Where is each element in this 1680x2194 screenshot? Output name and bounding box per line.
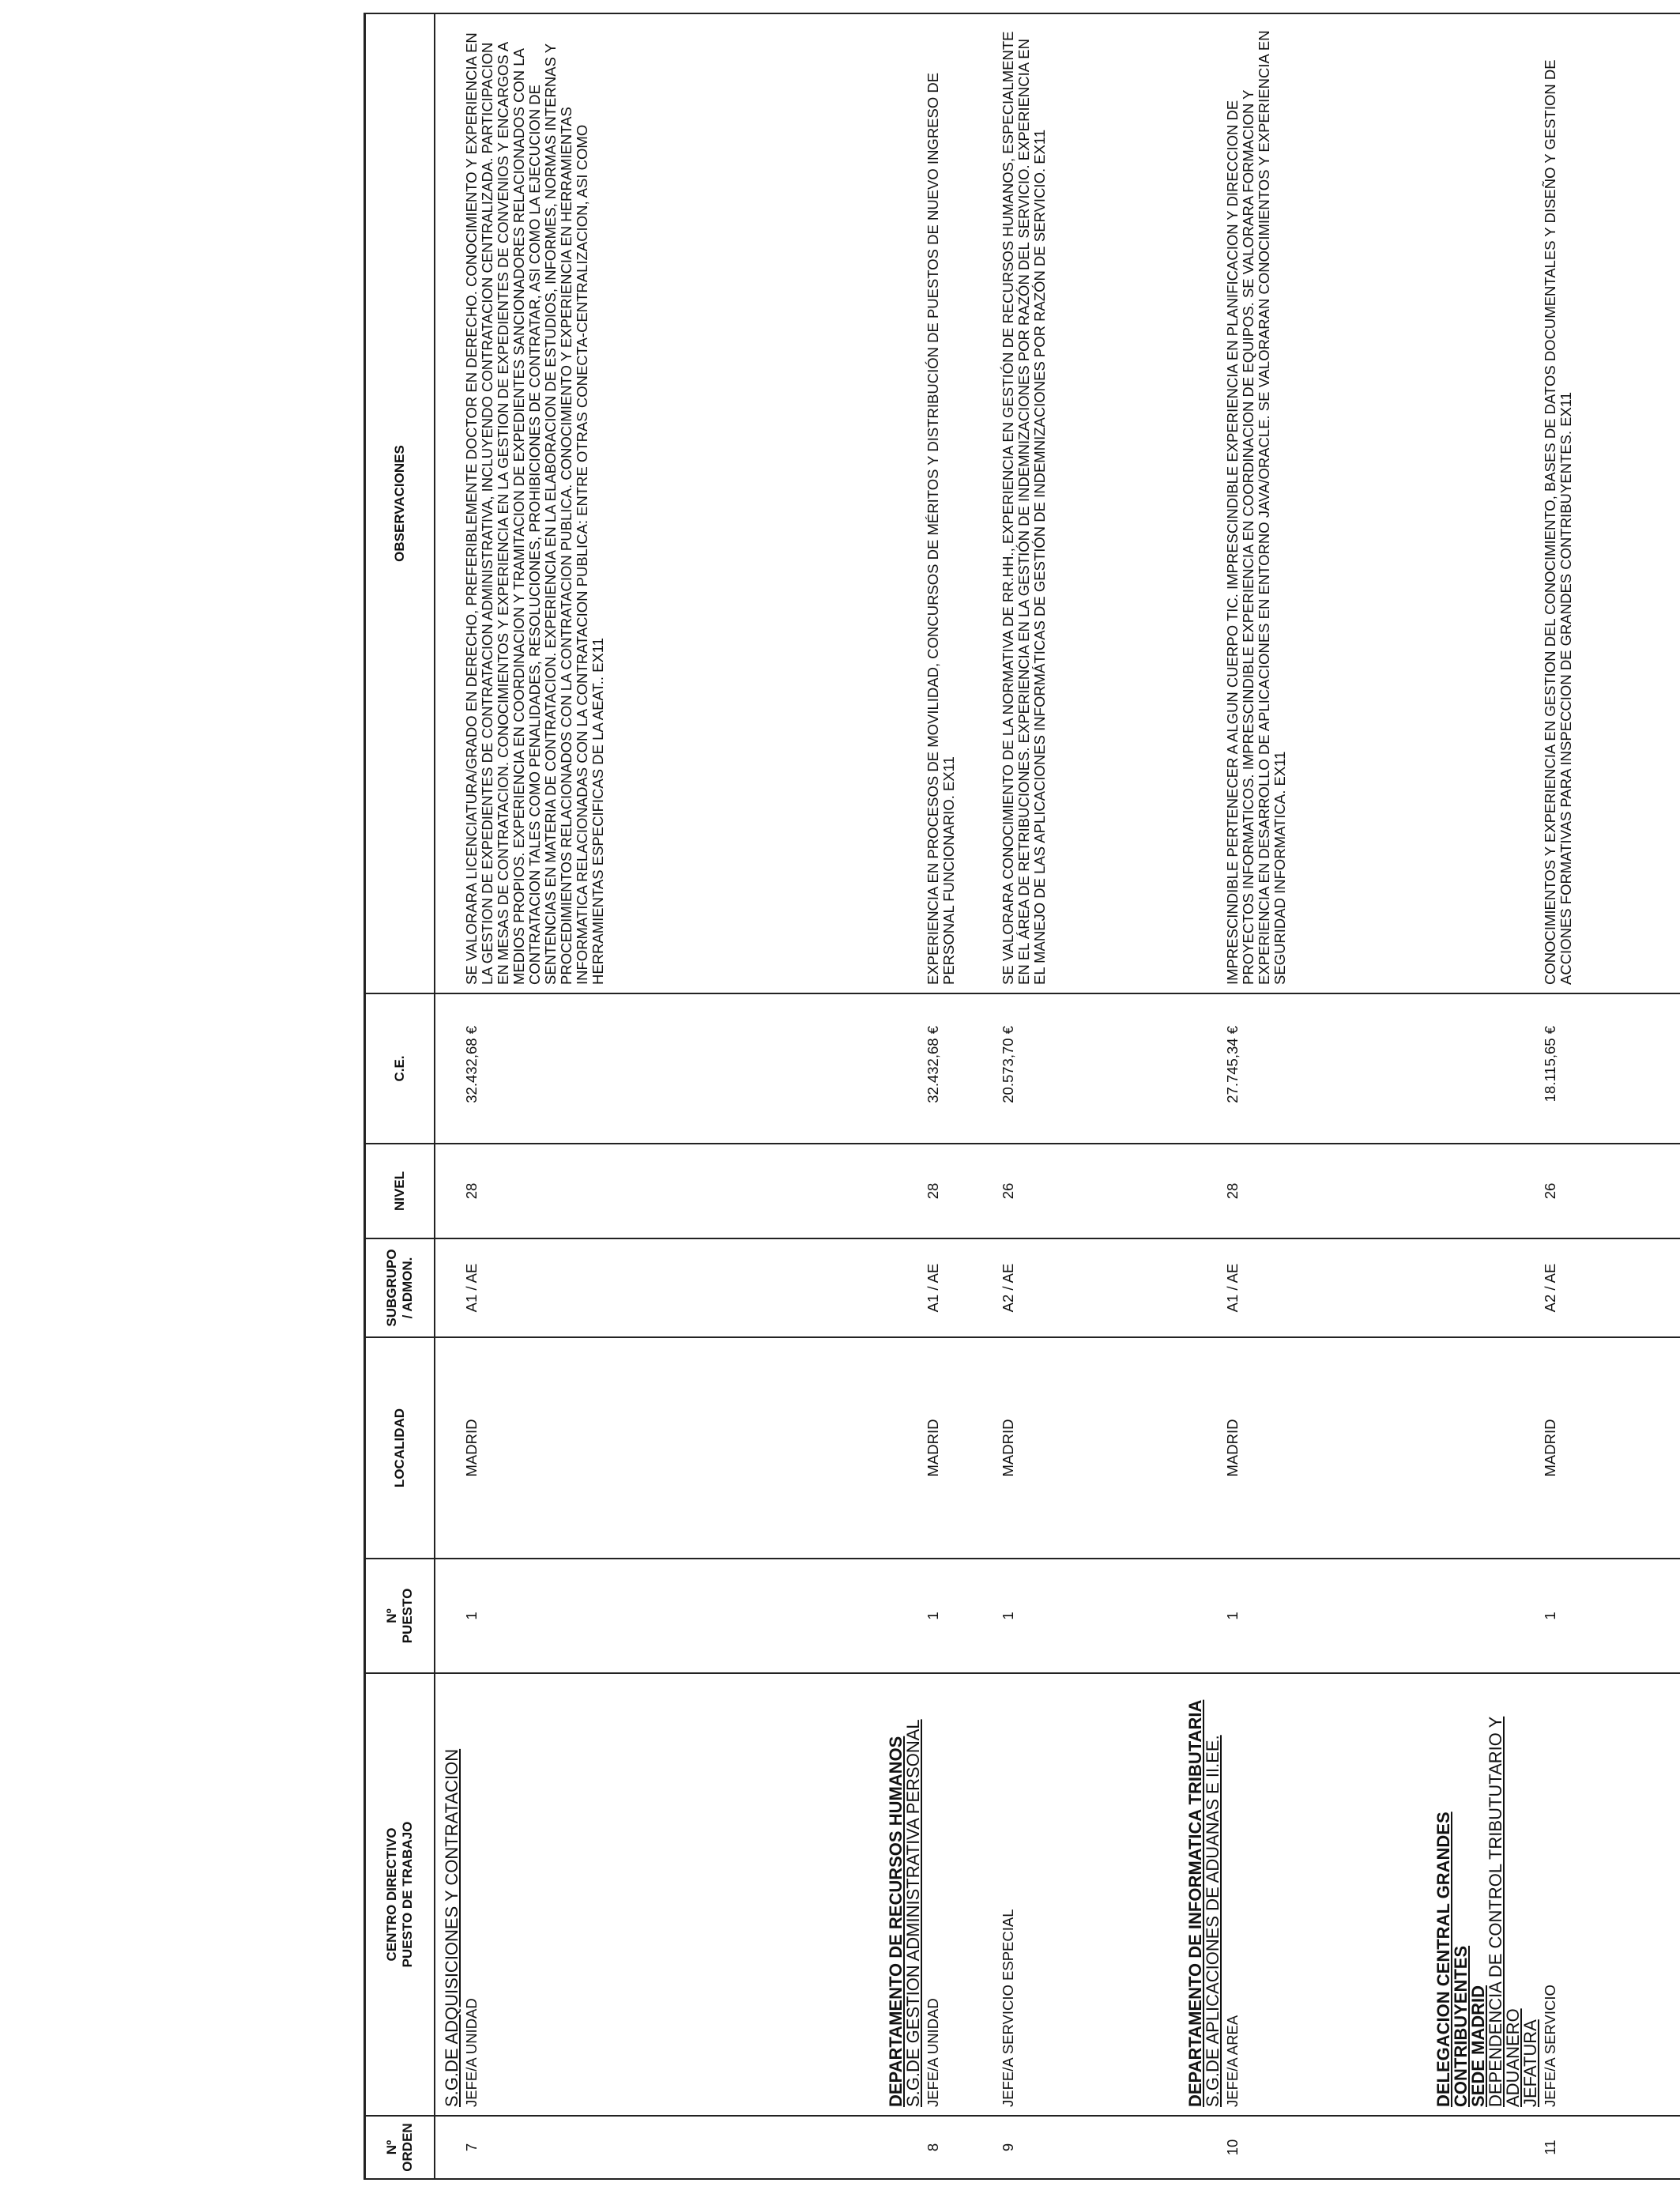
cell-subgrupo: A2 / AE (1539, 1238, 1680, 1337)
cell-num-puesto: 1 (461, 1559, 880, 1673)
section-row (435, 13, 461, 2179)
section-heading: S.G.DE ADQUISICIONES Y CONTRATACION (442, 1748, 461, 2107)
cell-localidad: MADRID (1539, 1337, 1680, 1559)
section-heading: DEPARTAMENTO DE RECURSOS HUMANOS (886, 1736, 906, 2107)
cell-subgrupo: A1 / AE (461, 1238, 880, 1337)
header-ce: C.E. (365, 993, 435, 1144)
cell-orden: 10 (1222, 2116, 1427, 2179)
cell-orden: 11 (1539, 2116, 1680, 2179)
cell-localidad: MADRID (997, 1337, 1179, 1559)
section-heading: DEPENDENCIA DE CONTROL TRIBUTUTARIO Y ADUANERO (1486, 1716, 1523, 2107)
cell-num-puesto: 1 (1539, 1559, 1680, 1673)
cell-nivel: 28 (461, 1144, 880, 1238)
cell-nivel: 26 (997, 1144, 1179, 1238)
cell-ce: 32.432,68 € (922, 993, 997, 1144)
section-row (1427, 13, 1539, 2179)
cell-ce: 20.573,70 € (997, 993, 1179, 1144)
cell-nivel: 28 (922, 1144, 997, 1238)
cell-num-puesto: 1 (922, 1559, 997, 1673)
table-row (997, 13, 1179, 2179)
cell-localidad: MADRID (461, 1337, 880, 1559)
cell-observaciones: IMPRESCINDIBLE PERTENECER A ALGUN CUERPO TIC. IMPRESCINDIBLE EXPERIENCIA EN PLANIFICACION Y DIRECCION DE PROYECTOS INFORMATICOS. IMPRESCINDIBLE EXPERIENCIA EN COORDINACION DE EQUIPOS. SE VALORARA FORMACION Y EXPERIENCIA EN DESARROLLO DE APLICACIONES EN ENTORNO JAVA/ORACLE. SE VALORARAN CONOCIMIENTOS Y EXPERIENCIA EN SEGURIDAD INFORMATICA. EX11 (1222, 13, 1427, 993)
cell-puesto-trabajo: JEFE/A SERVICIO ESPECIAL (997, 1673, 1179, 2116)
section-heading: SEDE MADRID (1468, 1985, 1488, 2107)
cell-orden: 8 (922, 2116, 997, 2179)
header-localidad: LOCALIDAD (365, 1337, 435, 1559)
section-heading: DELEGACION CENTRAL GRANDES CONTRIBUYENTES (1433, 1811, 1471, 2107)
cell-subgrupo: A2 / AE (997, 1238, 1179, 1337)
cell-orden: 7 (461, 2116, 880, 2179)
cell-ce: 18.115,65 € (1539, 993, 1680, 1144)
section-headings (1179, 1673, 1222, 2116)
section-heading: DEPARTAMENTO DE INFORMATICA TRIBUTARIA (1185, 1699, 1205, 2107)
job-positions-table (363, 13, 1680, 2180)
cell-observaciones: SE VALORARA CONOCIMIENTO DE LA NORMATIVA DE RR.HH., EXPERIENCIA EN GESTIÓN DE RECURSOS HUMANOS, ESPECIALMENTE EN EL ÁREA DE RETRIBUCIONES. EXPERIENCIA EN LA GESTIÓN DE INDEMNIZACIONES POR RAZÓN DEL SERVICIO. EXPERIENCIA EN EL MANEJO DE LAS APLICACIONES INFORMÁTICAS DE GESTIÓN DE INDEMNIZACIONES POR RAZÓN DE SERVICIO. EX11 (997, 13, 1179, 993)
rotated-table-sheet (363, 14, 1580, 2180)
cell-ce: 27.745,34 € (1222, 993, 1427, 1144)
cell-nivel: 28 (1222, 1144, 1427, 1238)
section-headings (880, 1673, 922, 2116)
cell-observaciones: CONOCIMIENTOS Y EXPERIENCIA EN GESTION DEL CONOCIMIENTO, BASES DE DATOS DOCUMENTALES Y DISEÑO Y GESTION DE ACCIONES FORMATIVAS PARA INSPECCION DE GRANDES CONTRIBUYENTES. EX11 (1539, 13, 1680, 993)
cell-localidad: MADRID (1222, 1337, 1427, 1559)
section-heading: JEFATURA (1520, 2019, 1540, 2107)
table-body (435, 13, 1680, 2179)
cell-num-puesto: 1 (1222, 1559, 1427, 1673)
table-row (1539, 13, 1680, 2179)
section-heading: S.G.DE GESTION ADMINISTRATIVA PERSONAL (903, 1719, 923, 2107)
cell-localidad: MADRID (922, 1337, 997, 1559)
header-subgrupo: SUBGRUPO / ADMON. (365, 1238, 435, 1337)
cell-num-puesto: 1 (997, 1559, 1179, 1673)
cell-ce: 32.432,68 € (461, 993, 880, 1144)
section-row (1179, 13, 1222, 2179)
section-heading: S.G.DE APLICACIONES DE ADUANAS E II.EE. (1203, 1735, 1222, 2107)
header-row (365, 13, 435, 2179)
header-centro: CENTRO DIRECTIVO PUESTO DE TRABAJO (365, 1673, 435, 2116)
table-row (461, 13, 880, 2179)
cell-puesto-trabajo: JEFE/A SERVICIO (1539, 1673, 1680, 2116)
cell-puesto-trabajo: JEFE/A UNIDAD (461, 1673, 880, 2116)
cell-orden: 9 (997, 2116, 1179, 2179)
section-row (880, 13, 922, 2179)
cell-observaciones: EXPERIENCIA EN PROCESOS DE MOVILIDAD, CONCURSOS DE MÉRITOS Y DISTRIBUCIÓN DE PUESTOS DE NUEVO INGRESO DE PERSONAL FUNCIONARIO. EX11 (922, 13, 997, 993)
section-headings (435, 1673, 461, 2116)
cell-nivel: 26 (1539, 1144, 1680, 1238)
header-observaciones: OBSERVACIONES (365, 13, 435, 993)
header-num-puesto: Nº PUESTO (365, 1559, 435, 1673)
cell-observaciones: SE VALORARA LICENCIATURA/GRADO EN DERECHO, PREFERIBLEMENTE DOCTOR EN DERECHO. CONOCIMIENTO Y EXPERIENCIA EN LA GESTION DE EXPEDIENTES DE CONTRATACION ADMINISTRATIVA, INCLUYENDO CONTRATACION CENTRALIZADA. PARTICIPACION EN MESAS DE CONTRATACION. CONOCIMIENTOS Y EXPERIENCIA EN LA GESTION DE EXPEDIENTES DE CONVENIOS Y ENCARGOS A MEDIOS PROPIOS. EXPERIENCIA EN COORDINACION Y TRAMITACION DE EXPEDIENTES SANCIONADORES RELACIONADOS CON LA CONTRATACION TALES COMO PENALIDADES, RESOLUCIONES, PROHIBICIONES DE CONTRATAR, ASI COMO LA EJECUCION DE SENTENCIAS EN MATERIA DE CONTRATACION. EXPERIENCIA EN LA ELABORACION DE ESTUDIOS, INFORMES, NORMAS INTERNAS Y PROCEDIMIENTOS RELACIONADOS CON LA CONTRATACION PUBLICA. CONOCIMIENTO Y EXPERIENCIA EN HERRAMIENTAS INFORMATICA RELACIONADAS CON LA CONTRATACION PUBLICA: ENTRE OTRAS CONECTA-CENTRALIZACION, ASI COMO HERRAMIENTAS ESPECIFICAS DE LA AEAT.. EX11 (461, 13, 880, 993)
cell-puesto-trabajo: JEFE/A UNIDAD (922, 1673, 997, 2116)
header-orden: Nº ORDEN (365, 2116, 435, 2179)
cell-puesto-trabajo: JEFE/A AREA (1222, 1673, 1427, 2116)
section-headings (1427, 1673, 1539, 2116)
cell-subgrupo: A1 / AE (1222, 1238, 1427, 1337)
header-nivel: NIVEL (365, 1144, 435, 1238)
cell-subgrupo: A1 / AE (922, 1238, 997, 1337)
table-row (922, 13, 997, 2179)
table-row (1222, 13, 1427, 2179)
